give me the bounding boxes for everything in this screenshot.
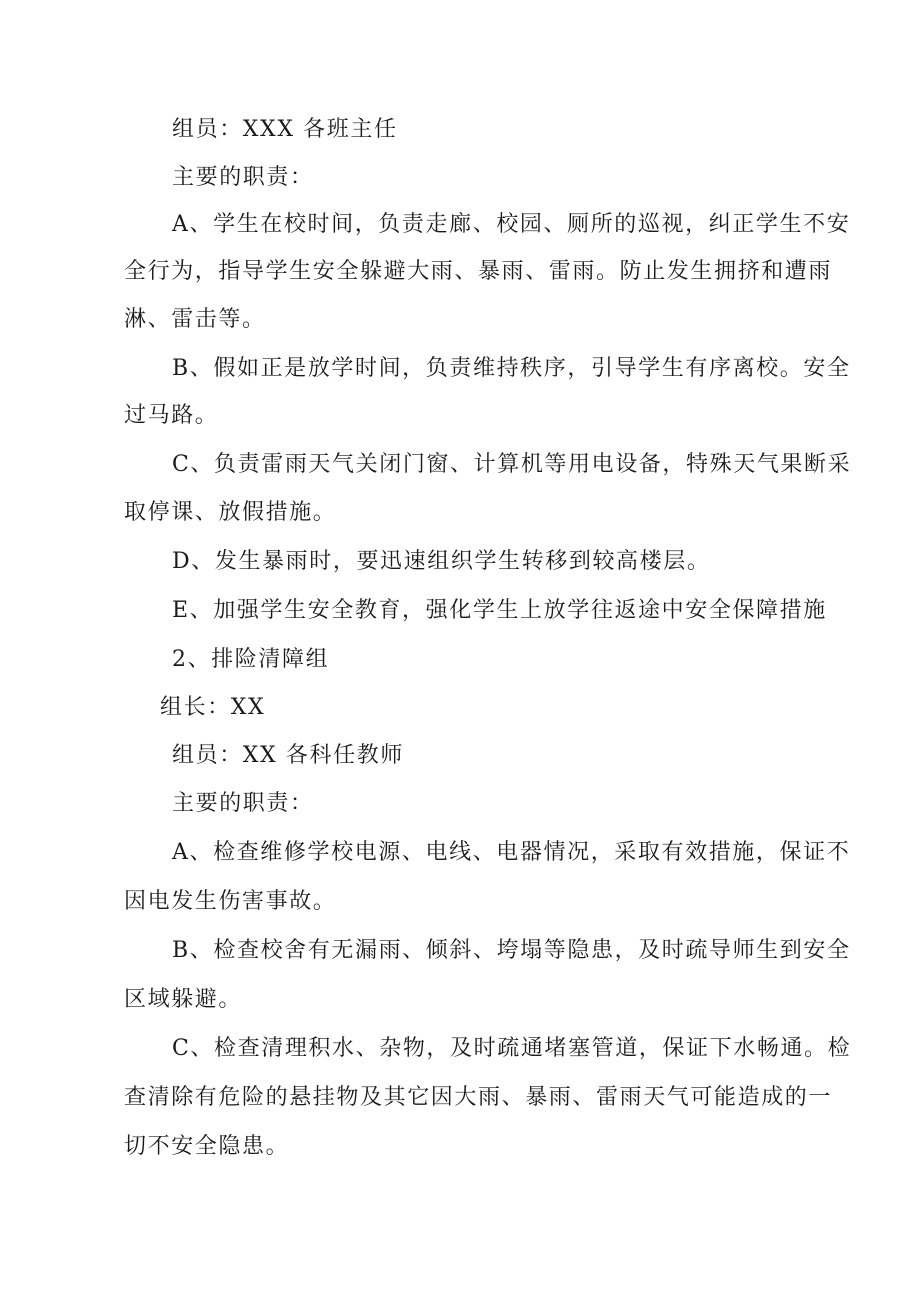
check-c-line-3: 切不安全隐患。 [124,1134,290,1159]
duty-a-line-1: A、学生在校时间，负责走廊、校园、厕所的巡视，纠正学生不安 [172,212,851,237]
check-c-line-2: 查清除有危险的悬挂物及其它因大雨、暴雨、雷雨天气可能造成的一 [124,1085,833,1110]
check-b-line-1: B、检查校舍有无漏雨、倾斜、垮塌等隐患，及时疏导师生到安全 [172,938,851,963]
check-b-line-2: 区域躲避。 [124,987,243,1012]
duty-b-line-1: B、假如正是放学时间，负责维持秩序，引导学生有序离校。安全 [172,356,851,381]
duty-c-line-2: 取停课、放假措施。 [124,500,337,525]
duty-e-line: E、加强学生安全教育，强化学生上放学往返途中安全保障措施 [172,598,827,623]
check-a-line-2: 因电发生伤害事故。 [124,889,337,914]
duty-b-line-2: 过马路。 [124,403,219,428]
check-a-line-1: A、检查维修学校电源、电线、电器情况，采取有效措施，保证不 [172,840,851,865]
duties-heading-1: 主要的职责： [172,165,314,190]
check-c-line-1: C、检查清理积水、杂物，及时疏通堵塞管道，保证下水畅通。检 [172,1036,852,1061]
duties-heading-2: 主要的职责： [172,791,314,816]
section-heading: 2、排险清障组 [172,647,330,672]
duty-d-line: D、发生暴雨时，要迅速组织学生转移到较高楼层。 [172,549,711,574]
leader-line: 组长：XX [160,695,266,720]
duty-a-line-2: 全行为，指导学生安全躲避大雨、暴雨、雷雨。防止发生拥挤和遭雨 [124,259,833,284]
members-line-1: 组员：XXX 各班主任 [172,117,398,142]
duty-a-line-3: 淋、雷击等。 [124,307,266,332]
duty-c-line-1: C、负责雷雨天气关闭门窗、计算机等用电设备，特殊天气果断采 [172,452,852,477]
members-line-2: 组员：XX 各科任教师 [172,743,404,768]
